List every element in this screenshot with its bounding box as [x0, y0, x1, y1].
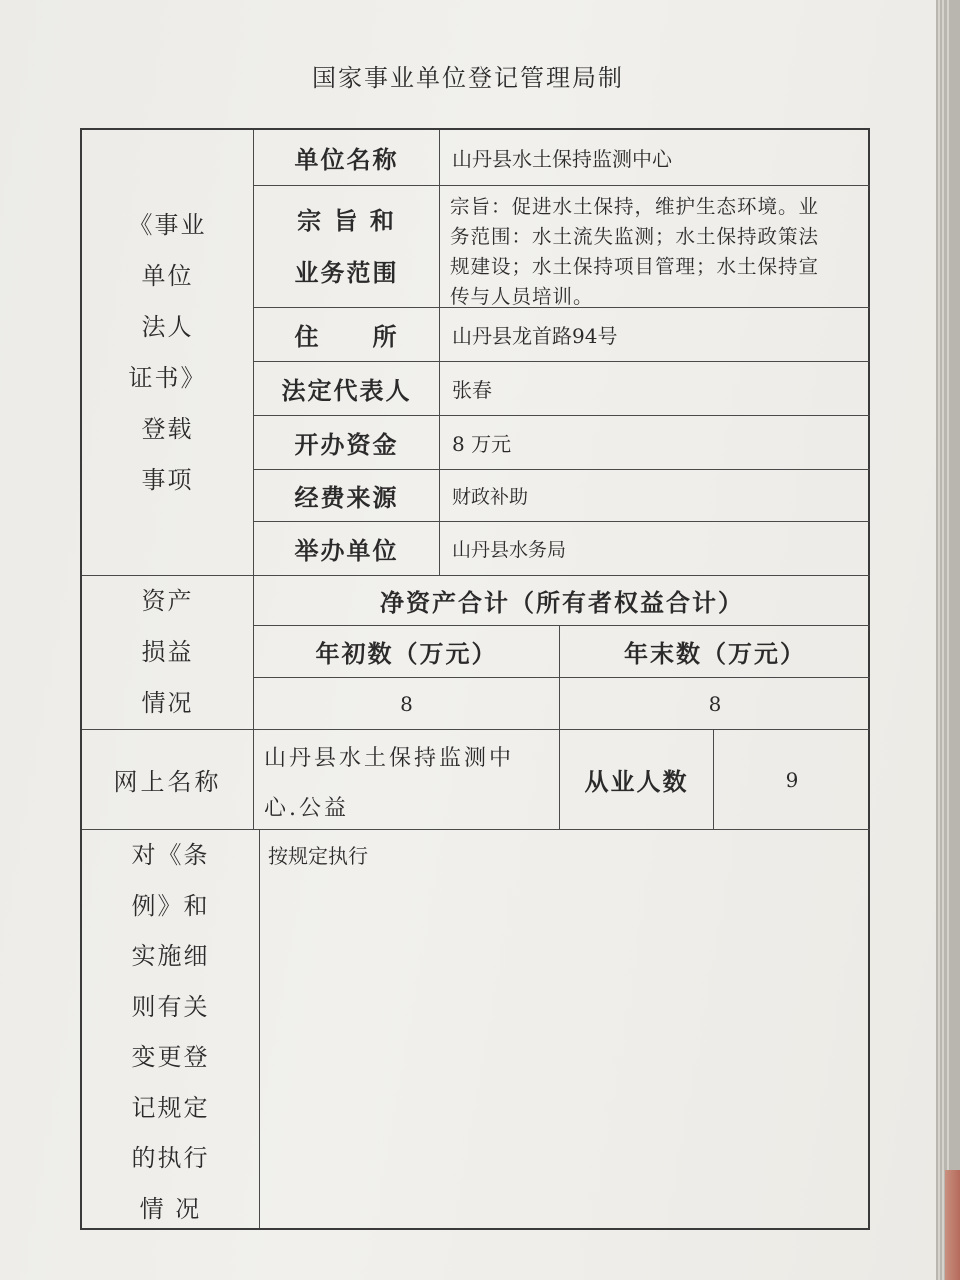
- capital-label: 开办资金: [254, 416, 440, 470]
- net-assets-header: 净资产合计（所有者权益合计）: [254, 576, 870, 626]
- section-label-line: 《事业: [128, 210, 207, 239]
- assets-label-line: 损益: [141, 638, 194, 666]
- registration-section-label: [82, 130, 254, 576]
- registration-form: [80, 128, 870, 1230]
- assets-label-line: 情况: [141, 689, 194, 717]
- purpose-label-line: 宗 旨 和: [297, 205, 396, 235]
- execution-label-line: 情 况: [139, 1194, 202, 1223]
- execution-label-line: 例》和: [131, 891, 210, 920]
- section-label-line: 登载: [141, 414, 194, 443]
- purpose-line: 务范围：水土流失监测；水土保持政策法: [450, 225, 820, 248]
- staff-count-label: 从业人数: [560, 730, 714, 830]
- funding-source-value: 财政补助: [440, 470, 870, 522]
- section-label-line: 证书》: [128, 363, 207, 392]
- section-label-line: 事项: [141, 465, 194, 494]
- purpose-line: 传与人员培训。: [450, 285, 594, 308]
- online-name-line: 山丹县水土保持监测中: [264, 746, 515, 771]
- purpose-scope-value: [440, 186, 870, 308]
- funding-source-label: 经费来源: [254, 470, 440, 522]
- page-edge: [947, 0, 949, 1280]
- address-label: 住 所: [254, 308, 440, 362]
- execution-label-line: 的执行: [131, 1144, 210, 1172]
- execution-value: 按规定执行: [268, 844, 368, 868]
- sponsor-label: 举办单位: [254, 522, 440, 576]
- execution-label-line: 实施细: [131, 942, 210, 970]
- execution-label-line: 对《条: [131, 841, 210, 869]
- address-value: 山丹县龙首路94号: [440, 308, 870, 362]
- purpose-line: 规建设；水土保持项目管理；水土保持宣: [450, 255, 820, 278]
- capital-value: 8 万元: [440, 416, 870, 470]
- section-label-line: 单位: [141, 261, 194, 290]
- execution-label-line: 记规定: [131, 1093, 210, 1122]
- page-edge: [938, 0, 940, 1280]
- purpose-label-line: 业务范围: [294, 257, 399, 287]
- begin-year-header: 年初数（万元）: [254, 626, 560, 678]
- online-name-label: 网上名称: [82, 730, 254, 830]
- purpose-scope-label: [254, 186, 440, 308]
- execution-label-line: 则有关: [131, 992, 210, 1021]
- section-label-line: 法人: [141, 312, 194, 341]
- end-year-header: 年末数（万元）: [560, 626, 870, 678]
- execution-label: [82, 830, 260, 1228]
- unit-name-value: 山丹县水土保持监测中心: [440, 130, 870, 186]
- sponsor-value: 山丹县水务局: [440, 522, 870, 576]
- online-name-value: [254, 730, 560, 830]
- end-year-value: 8: [560, 678, 870, 730]
- assets-section-label: [82, 576, 254, 730]
- unit-name-label: 单位名称: [254, 130, 440, 186]
- page-edge: [942, 0, 944, 1280]
- pink-cover-edge: [945, 1170, 960, 1280]
- assets-label-line: 资产: [141, 587, 194, 615]
- staff-count-value: 9: [714, 730, 870, 830]
- legal-rep-value: 张春: [440, 362, 870, 416]
- issuer-header: 国家事业单位登记管理局制: [312, 64, 624, 92]
- begin-year-value: 8: [254, 678, 560, 730]
- execution-label-line: 变更登: [131, 1043, 210, 1071]
- purpose-line: 宗旨：促进水土保持，维护生态环境。业: [450, 195, 820, 218]
- online-name-line: 心.公益: [264, 796, 349, 821]
- legal-rep-label: 法定代表人: [254, 362, 440, 416]
